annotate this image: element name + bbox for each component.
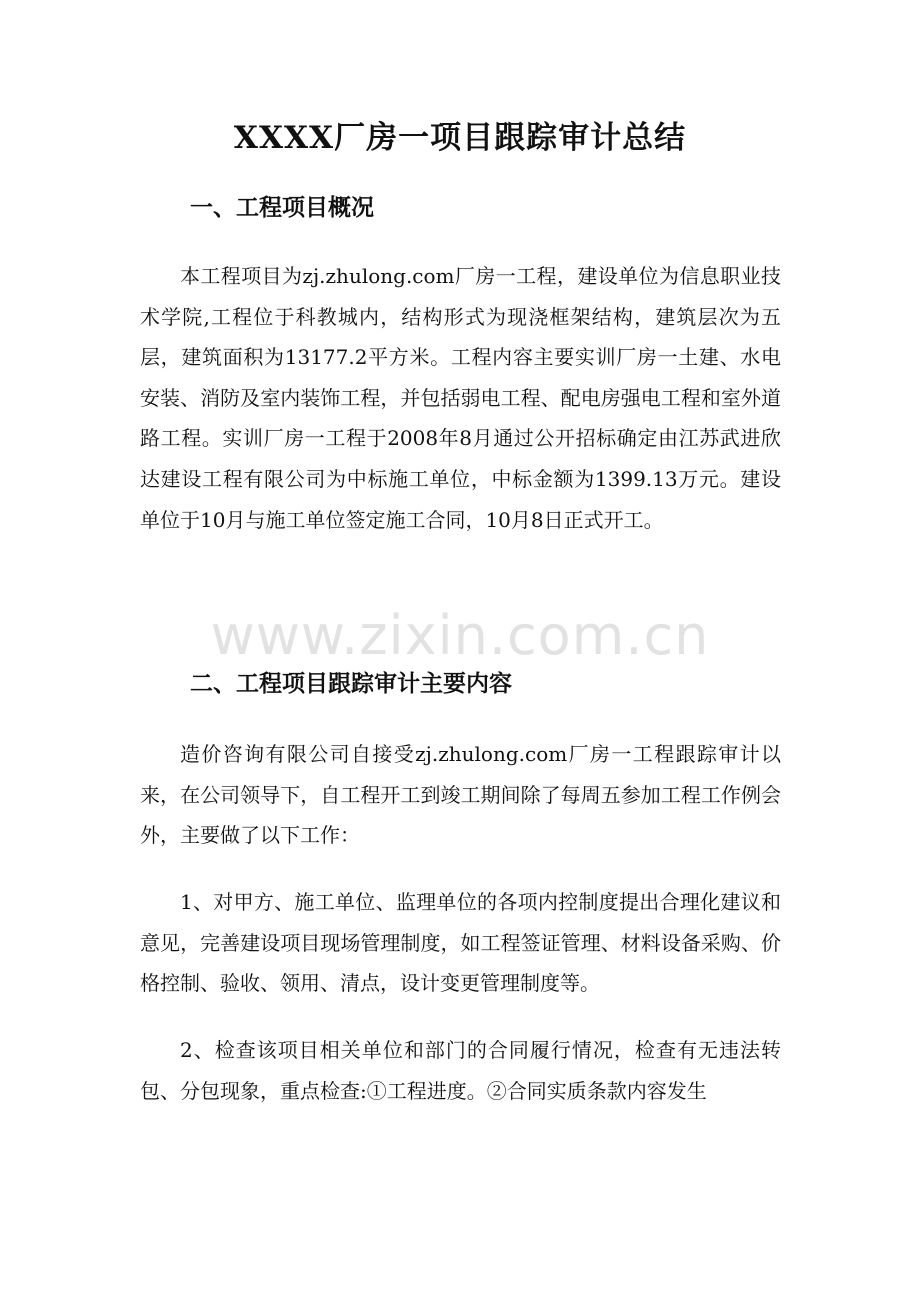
paragraph-audit-item-2: 2、检查该项目相关单位和部门的合同履行情况，检查有无违法转包、分包现象，重点检查:①工程进度。②合同实质条款内容发生 [140,1038,781,1103]
section-heading-audit-content: 二、工程项目跟踪审计主要内容 [190,670,512,697]
section-heading-overview: 一、工程项目概况 [190,194,374,221]
paragraph-overview: 本工程项目为zj.zhulong.com厂房一工程，建设单位为信息职业技术学院,工程位于科教城内，结构形式为现浇框架结构，建筑层次为五层，建筑面积为13177.2平方米。工程内容主要实训厂房一土建、水电安装、消防及室内装饰工程，并包括弱电工程、配电房强电工程和室外道路工程。实训厂房一工程于2008年8月通过公开招标确定由江苏武进欣达建设工程有限公司为中标施工单位，中标金额为1399.13万元。建设单位于10月与施工单位签定施工合同，10月8日正式开工。 [140,264,781,532]
document-title: XXXX厂房一项目跟踪审计总结 [233,120,687,156]
paragraph-audit-item-1: 1、对甲方、施工单位、监理单位的各项内控制度提出合理化建议和意见，完善建设项目现场管理制度，如工程签证管理、材料设备采购、价格控制、验收、领用、清点，设计变更管理制度等。 [140,890,781,996]
watermark-text: www.zixin.com.cn [210,604,710,667]
paragraph-audit-intro: 造价咨询有限公司自接受zj.zhulong.com厂房一工程跟踪审计以来，在公司领导下，自工程开工到竣工期间除了每周五参加工程工作例会外，主要做了以下工作： [140,742,781,848]
